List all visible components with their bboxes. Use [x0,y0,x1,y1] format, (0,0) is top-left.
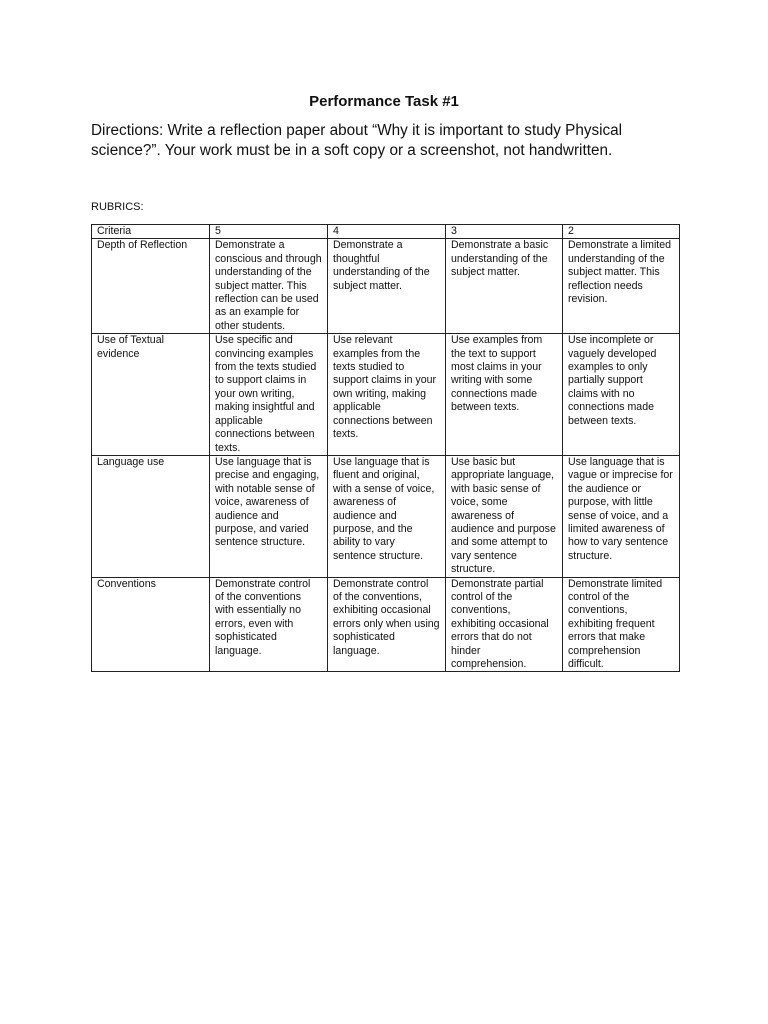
descriptor-cell: Use examples from the text to support most claims in your writing with some connections made between texts. [446,334,563,456]
descriptor-cell: Demonstrate limited control of the conventions, exhibiting frequent errors that make comprehension difficult. [563,577,680,672]
rubric-row-conventions [92,577,680,672]
descriptor-cell: Use incomplete or vaguely developed examples to only partially support claims with no connections made between texts. [563,334,680,456]
header-score-2: 2 [563,225,680,239]
criteria-cell: Depth of Reflection [92,239,210,334]
descriptor-cell: Use specific and convincing examples from the texts studied to support claims in your own writing, making insightful and applicable connections between texts. [210,334,328,456]
descriptor-cell: Use language that is fluent and original, with a sense of voice, awareness of audience and purpose, and the ability to vary sentence structure. [328,455,446,577]
header-score-4: 4 [328,225,446,239]
descriptor-cell: Demonstrate control of the conventions, exhibiting occasional errors only when using sophisticated language. [328,577,446,672]
rubric-row-depth-of-reflection [92,239,680,334]
descriptor-cell: Demonstrate control of the conventions with essentially no errors, even with sophisticated language. [210,577,328,672]
rubric-row-language-use [92,455,680,577]
rubric-table [91,224,680,672]
descriptor-cell: Use language that is vague or imprecise for the audience or purpose, with little sense of voice, and a limited awareness of how to vary sentence structure. [563,455,680,577]
criteria-cell: Language use [92,455,210,577]
descriptor-cell: Use relevant examples from the texts studied to support claims in your own writing, making applicable connections between texts. [328,334,446,456]
criteria-cell: Use of Textual evidence [92,334,210,456]
page-title: Performance Task #1 [309,93,459,110]
descriptor-cell: Demonstrate a thoughtful understanding of the subject matter. [328,239,446,334]
rubric-header-row [92,225,680,239]
rubric-row-textual-evidence [92,334,680,456]
descriptor-cell: Demonstrate a conscious and through understanding of the subject matter. This reflection can be used as an example for other students. [210,239,328,334]
header-criteria: Criteria [92,225,210,239]
header-score-3: 3 [446,225,563,239]
descriptor-cell: Demonstrate a basic understanding of the subject matter. [446,239,563,334]
descriptor-cell: Demonstrate partial control of the conventions, exhibiting occasional errors that do not hinder comprehension. [446,577,563,672]
criteria-cell: Conventions [92,577,210,672]
descriptor-cell: Use basic but appropriate language, with basic sense of voice, some awareness of audience and purpose and some attempt to vary sentence structure. [446,455,563,577]
rubrics-label: RUBRICS: [91,201,144,213]
descriptor-cell: Demonstrate a limited understanding of the subject matter. This reflection needs revision. [563,239,680,334]
descriptor-cell: Use language that is precise and engaging, with notable sense of voice, awareness of audience and purpose, and varied sentence structure. [210,455,328,577]
header-score-5: 5 [210,225,328,239]
directions-text: Directions: Write a reflection paper about “Why it is important to study Physical science?”. Your work must be in a soft copy or a screenshot, not handwritten. [91,122,623,159]
